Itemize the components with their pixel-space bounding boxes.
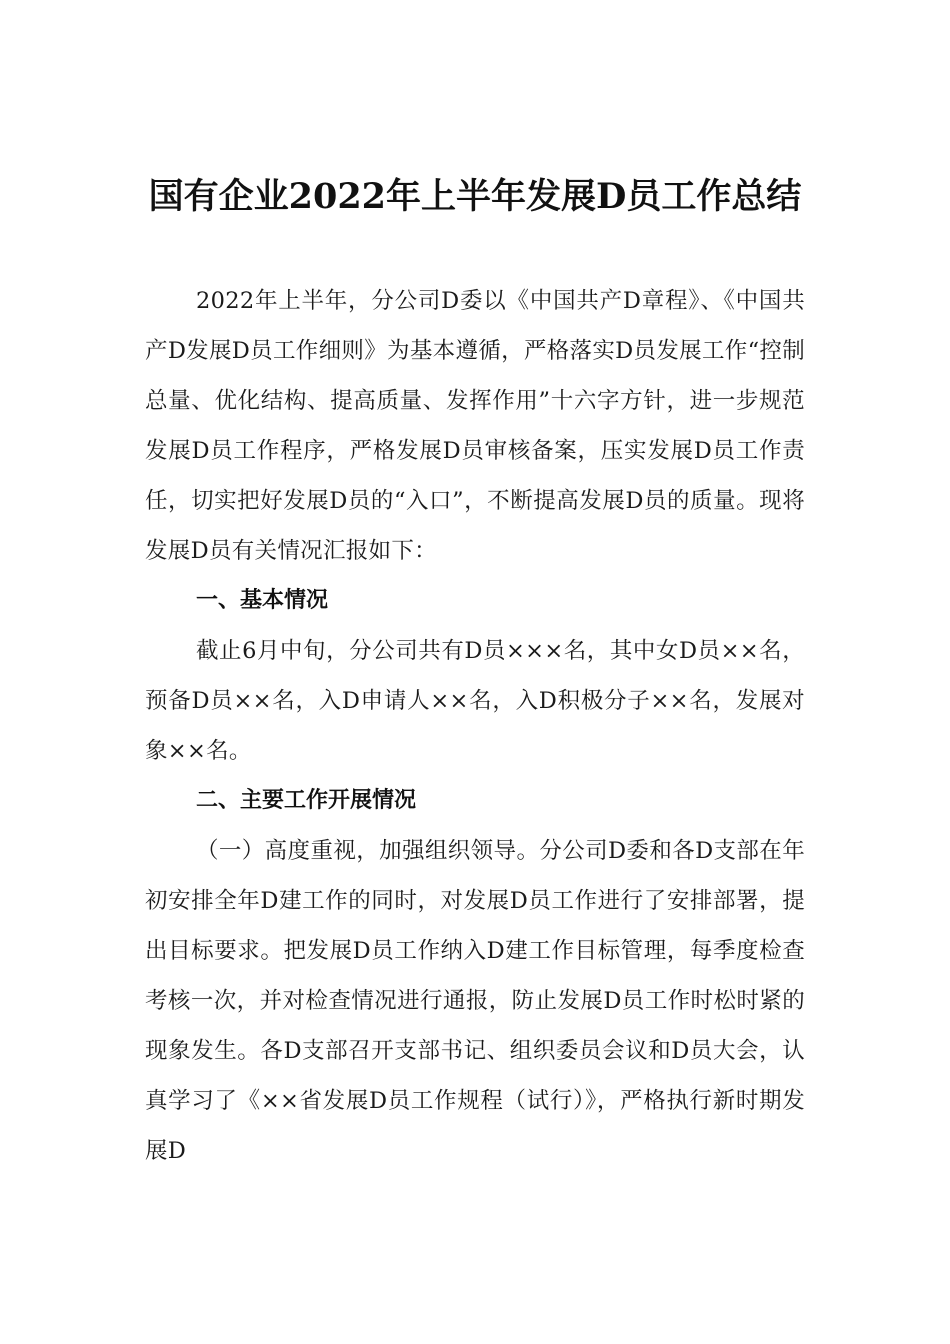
section-heading-basic-situation: 一、基本情况 [196,588,329,613]
main-work-paragraph: （一）高度重视，加强组织领导。分公司D委和各D支部在年初安排全年D建工作的同时，对发展D员工作进行了安排部署，提出目标要求。把发展D员工作纳入D建工作目标管理，每季度检查考核一次，并对检查情况进行通报，防止发展D员工作时松时紧的现象发生。各D支部召开支部书记、组织委员会议和D员大会，认真学习了《××省发展D员工作规程（试行）》，严格执行新时期发展D [145,838,805,1164]
intro-paragraph: 2022年上半年，分公司D委以《中国共产D章程》、《中国共产D发展D员工作细则》为基本遵循，严格落实D员发展工作“控制总量、优化结构、提高质量、发挥作用”十六字方针，进一步规范发展D员工作程序，严格发展D员审核备案，压实发展D员工作责任，切实把好发展D员的“入口”，不断提高发展D员的质量。现将发展D员有关情况汇报如下： [145,288,805,564]
document-body [145,276,805,1176]
document-title: 国有企业2022年上半年发展D员工作总结 [148,176,802,217]
basic-situation-paragraph: 截止6月中旬，分公司共有D员×××名，其中女D员××名，预备D员××名，入D申请人××名，入D积极分子××名，发展对象××名。 [145,638,805,764]
section-heading-main-work: 二、主要工作开展情况 [196,788,417,813]
